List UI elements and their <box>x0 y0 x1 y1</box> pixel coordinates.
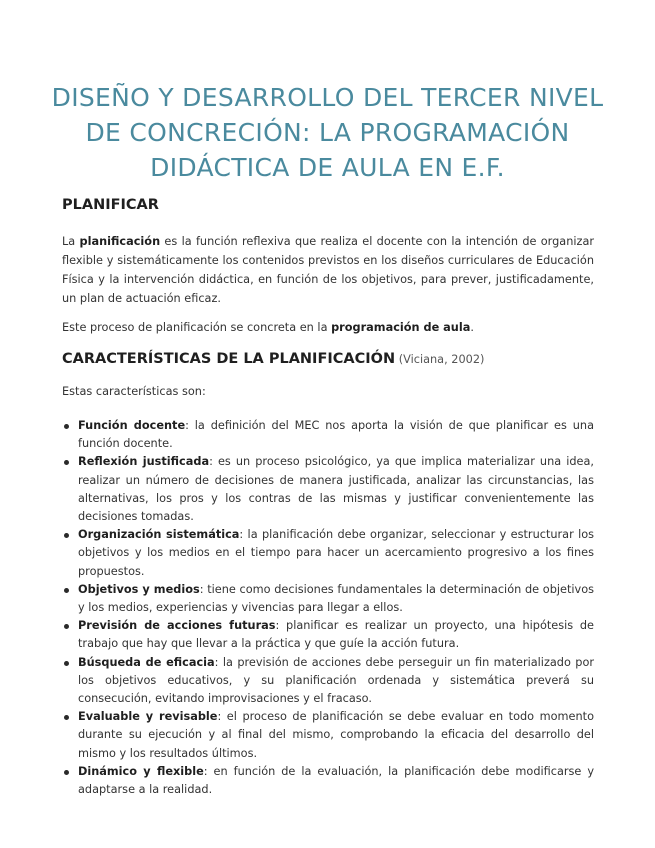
item-term: Objetivos y medios <box>78 582 200 596</box>
item-text: : la planificación debe organizar, seleccionar y estructurar los objetivos y los medios en el tiempo para hacer un acercamiento progresivo a los fines propuestos. <box>78 528 595 578</box>
heading-planificar: PLANIFICAR <box>62 197 159 213</box>
bullet-icon <box>64 533 69 538</box>
list-item <box>62 581 594 617</box>
list-item <box>62 617 594 653</box>
text-span: . <box>470 321 474 334</box>
intro-text: Estas características son: <box>62 385 206 398</box>
item-text: : planificar es realizar un proyecto, una hipótesis de trabajo que hay que llevar a la práctica y que guíe la acción futura. <box>78 619 595 651</box>
document-title: DISEÑO Y DESARROLLO DEL TERCER NIVEL DE CONCRECIÓN: LA PROGRAMACIÓN DIDÁCTICA DE AULA EN E.F. <box>51 83 604 182</box>
bullet-icon <box>64 624 69 629</box>
item-text: : la previsión de acciones debe perseguir un fin materializado por los objetivos educativos, y su planificación ordenada y sistemática preverá su consecución, evitando improvisaciones y el fracaso. <box>78 655 595 706</box>
list-item <box>62 526 594 581</box>
bold-term: programación de aula <box>331 321 471 334</box>
list-item <box>62 453 594 526</box>
bullet-icon <box>64 715 69 720</box>
item-term: Búsqueda de eficacia <box>78 655 215 669</box>
bullet-icon <box>64 424 69 429</box>
heading-text: CARACTERÍSTICAS DE LA PLANIFICACIÓN <box>62 351 396 367</box>
item-term: Función docente <box>78 419 186 432</box>
bullet-icon <box>64 588 69 593</box>
list-item <box>62 654 594 709</box>
item-text: : la definición del MEC nos aporta la visión de que planificar es una función docente. <box>78 419 594 451</box>
text-span: Este proceso de planificación se concreta en la <box>62 321 332 334</box>
bold-term: planificación <box>79 235 161 248</box>
item-term: Organización sistemática <box>78 528 240 542</box>
list-item <box>62 763 594 799</box>
paragraph-programacion <box>62 318 594 337</box>
item-text: : en función de la evaluación, la planificación debe modificarse y adaptarse a la realidad. <box>78 764 594 797</box>
item-term: Evaluable y revisable <box>78 710 218 724</box>
bullet-icon <box>64 770 69 775</box>
text-span: es la función reflexiva que realiza el docente con la intención de organizar flexible y sistemáticamente los contenidos previstos en los diseños curriculares de Educación Física y la intervención didáctica, en función de los objetivos, para prever, justificadamente, un plan de actuación eficaz. <box>62 235 595 305</box>
item-term: Previsión de acciones futuras <box>78 619 276 633</box>
item-term: Reflexión justificada <box>78 455 210 469</box>
item-text: : es un proceso psicológico, ya que implica materializar una idea, realizar un número de decisiones de manera justificada, analizar las circunstancias, las alternativas, los pros y los contras de las mismas y justificar convenientemente las decisiones tomadas. <box>78 455 594 524</box>
text-span: La <box>62 235 80 248</box>
list-item <box>62 708 594 763</box>
paragraph-planificacion <box>62 232 594 308</box>
item-text: : tiene como decisiones fundamentales la determinación de objetivos y los medios, experiencias y vivencias para llegar a ellos. <box>78 582 595 615</box>
list-item <box>62 417 594 453</box>
bullet-icon <box>64 661 69 666</box>
heading-caracteristicas <box>62 351 484 367</box>
citation: (Viciana, 2002) <box>395 353 485 366</box>
item-text: : el proceso de planificación se debe evaluar en todo momento durante su ejecución y al final del mismo, comprobando la eficacia del desarrollo del mismo y los resultados últimos. <box>78 710 594 760</box>
item-term: Dinámico y flexible <box>78 764 204 778</box>
bullet-icon <box>64 460 69 465</box>
characteristics-list <box>62 417 594 799</box>
